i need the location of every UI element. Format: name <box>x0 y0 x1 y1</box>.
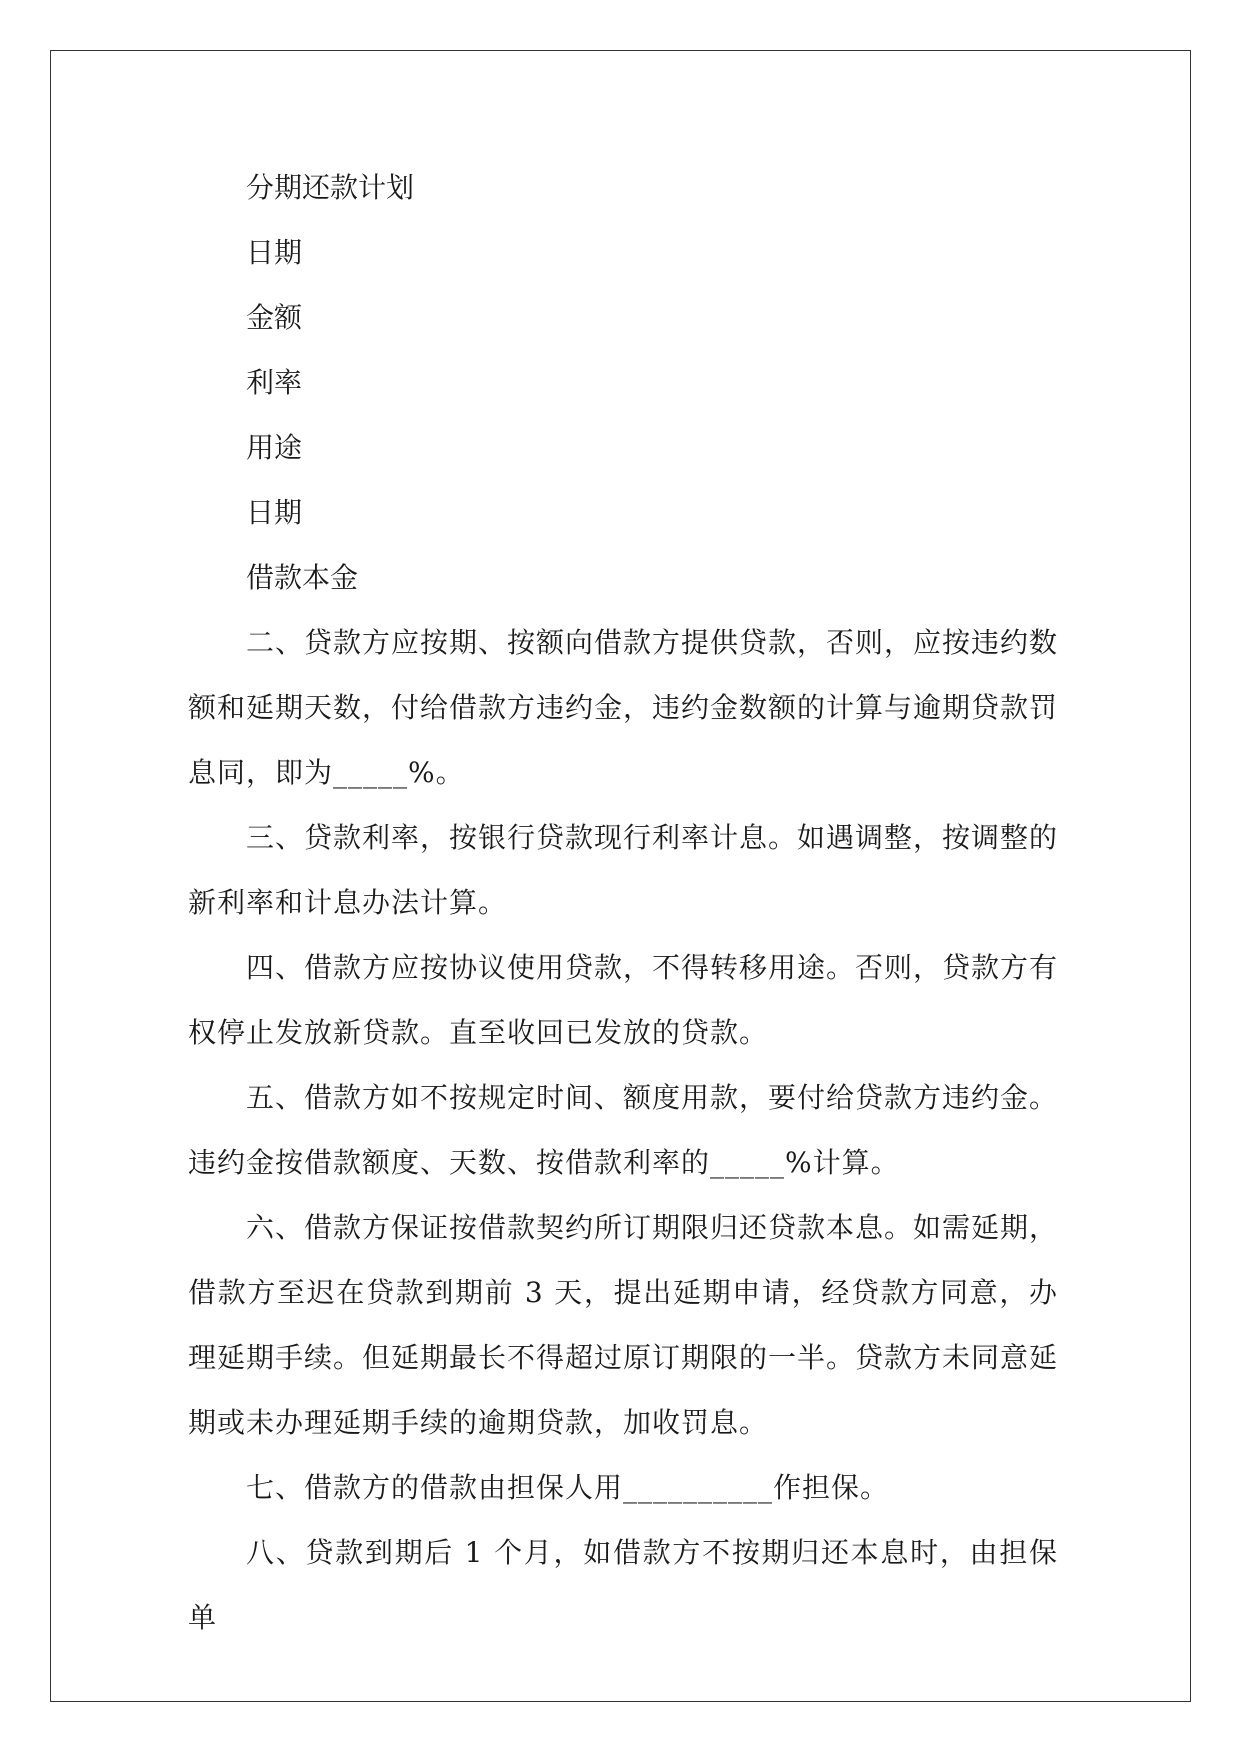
field-label-date: 日期 <box>246 236 303 269</box>
clause-5: 五、借款方如不按规定时间、额度用款，要付给贷款方违约金。违约金按借款额度、天数、按借款利率的_____%计算。 <box>188 1081 1059 1179</box>
clause-6: 六、借款方保证按借款契约所订期限归还贷款本息。如需延期，借款方至迟在贷款到期前 3 天，提出延期申请，经贷款方同意，办理延期手续。但延期最长不得超过原订期限的一半。贷款方未同意延期或未办理延期手续的逾期贷款，加收罚息。 <box>188 1211 1059 1439</box>
field-label-principal: 借款本金 <box>246 561 359 594</box>
schedule-heading: 分期还款计划 <box>246 171 415 204</box>
clause-8: 八、贷款到期后 1 个月，如借款方不按期归还本息时，由担保单 <box>188 1536 1058 1634</box>
clause-4: 四、借款方应按协议使用贷款，不得转移用途。否则，贷款方有权停止发放新贷款。直至收回已发放的贷款。 <box>188 951 1059 1049</box>
field-label-date-2: 日期 <box>246 496 303 529</box>
clause-3: 三、贷款利率，按银行贷款现行利率计息。如遇调整，按调整的新利率和计息办法计算。 <box>188 821 1059 919</box>
document-body <box>188 155 1058 1650</box>
clause-7: 七、借款方的借款由担保人用__________作担保。 <box>246 1471 890 1504</box>
field-label-purpose: 用途 <box>246 431 303 464</box>
clause-2: 二、贷款方应按期、按额向借款方提供贷款，否则，应按违约数额和延期天数，付给借款方违约金，违约金数额的计算与逾期贷款罚息同，即为_____%。 <box>188 626 1059 789</box>
field-label-rate: 利率 <box>246 366 303 399</box>
field-label-amount: 金额 <box>246 301 303 334</box>
